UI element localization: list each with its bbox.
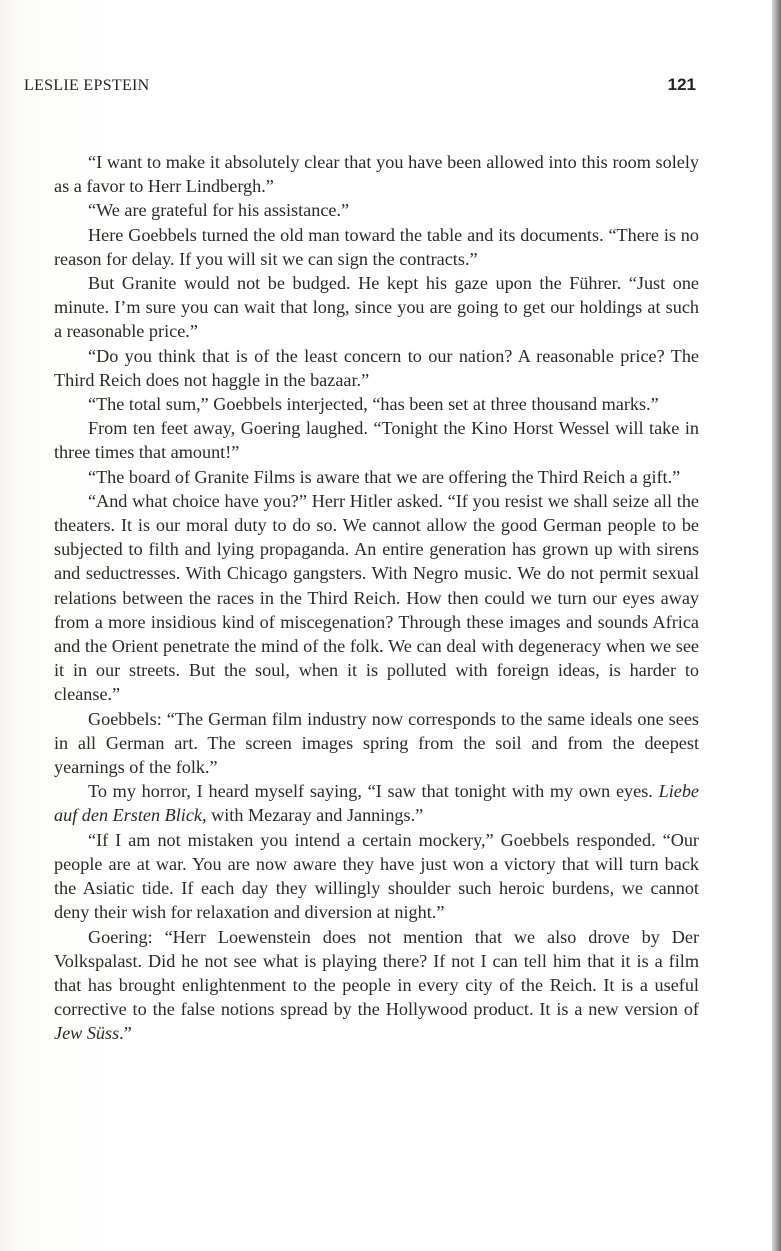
- paragraph: [54, 707, 699, 780]
- paragraph: [54, 465, 699, 489]
- text-run: “We are grateful for his assistance.”: [88, 200, 350, 221]
- paragraph: [54, 489, 699, 707]
- page-number: 121: [667, 75, 696, 94]
- paragraph: [54, 416, 699, 464]
- paragraph: [54, 779, 699, 827]
- paragraph: [54, 198, 699, 222]
- text-run: “Do you think that is of the least concern to our nation? A reasonable price? The Third Reich does not haggle in the bazaar.”: [54, 345, 699, 390]
- body-text: [54, 150, 699, 1046]
- page-edge-shadow: [772, 0, 781, 1251]
- text-run: Goering: “Herr Loewenstein does not mention that we also drove by Der Volkspalast. Did he not see what is playing there? If not I can tell him that it is a film that has brought enlightenment to the people in every city of the Reich. It is a useful corrective to the false notions spread by the Hollywood product. It is a new version of: [54, 926, 699, 1020]
- text-run: To my horror, I heard myself saying, “I saw that tonight with my own eyes.: [88, 781, 659, 802]
- film-title: Jew Süss: [54, 1023, 120, 1044]
- text-run: “The board of Granite Films is aware that we are offering the Third Reich a gift.”: [88, 466, 681, 487]
- text-run: “And what choice have you?” Herr Hitler asked. “If you resist we shall seize all the theaters. It is our moral duty to do so. We cannot allow the good German people to be subjected to filth and lying propaganda. An entire generation has grown up with sirens and seductresses. With Chicago gangsters. With Negro music. We do not permit sexual relations between the races in the Third Reich. How then could we turn our eyes away from a more insidious kind of miscegenation? Through these images and sounds Africa and the Orient penetrate the mind of the folk. We can deal with degeneracy when we see it in our streets. But the soul, when it is polluted with foreign ideas, is harder to cleanse.”: [54, 490, 699, 705]
- paragraph: [54, 828, 699, 925]
- film-title: Liebe auf den Ersten Blick: [54, 781, 699, 826]
- text-run: .”: [119, 1023, 132, 1044]
- text-run: “The total sum,” Goebbels interjected, “has been set at three thousand marks.”: [88, 394, 659, 415]
- paragraph: [54, 223, 699, 271]
- page-header: [24, 75, 696, 101]
- text-run: “If I am not mistaken you intend a certain mockery,” Goebbels responded. “Our people are at war. You are now aware they have just won a victory that will turn back the Asiatic tide. If each day they willingly shoulder such heroic burdens, we cannot deny their wish for relaxation and diversion at night.”: [54, 829, 699, 923]
- text-run: But Granite would not be budged. He kept his gaze upon the Führer. “Just one minute. I’m sure you can wait that long, since you are going to get our holdings at such a reasonable price.”: [54, 273, 699, 342]
- text-run: , with Mezaray and Jannings.”: [202, 805, 424, 826]
- paragraph: [54, 392, 699, 416]
- paragraph: [54, 344, 699, 392]
- paragraph: [54, 150, 699, 198]
- paragraph: [54, 925, 699, 1046]
- text-run: Goebbels: “The German film industry now corresponds to the same ideals one sees in all German art. The screen images spring from the soil and from the deepest yearnings of the folk.”: [54, 708, 699, 778]
- text-run: “I want to make it absolutely clear that you have been allowed into this room solely as a favor to Herr Lindbergh.”: [54, 152, 699, 197]
- paragraph: [54, 271, 699, 344]
- text-run: Here Goebbels turned the old man toward the table and its documents. “There is no reason for delay. If you will sit we can sign the contracts.”: [54, 224, 699, 269]
- running-head: LESLIE EPSTEIN: [24, 77, 150, 94]
- text-run: From ten feet away, Goering laughed. “Tonight the Kino Horst Wessel will take in three times that amount!”: [54, 418, 699, 463]
